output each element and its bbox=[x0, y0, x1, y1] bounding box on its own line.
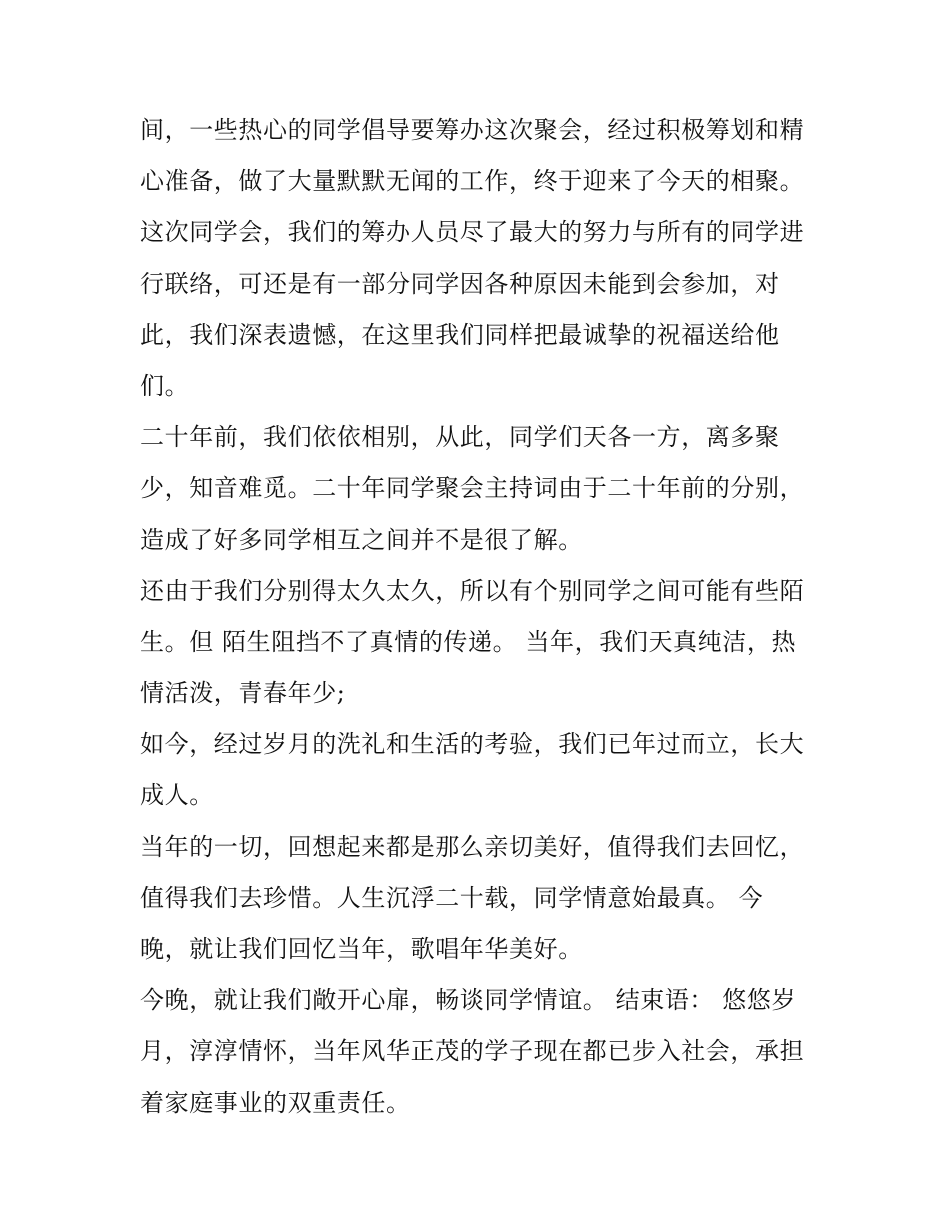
text-line: 二十年前，我们依依相别，从此，同学们天各一方，离多聚 bbox=[140, 423, 780, 452]
text-line: 此，我们深表遗憾，在这里我们同样把最诚挚的祝福送给他 bbox=[140, 320, 780, 349]
text-line: 值得我们去珍惜。人生沉浮二十载，同学情意始最真。 今 bbox=[140, 883, 764, 912]
document-body bbox=[140, 105, 830, 1129]
text-line: 这次同学会，我们的筹办人员尽了最大的努力与所有的同学进 bbox=[140, 218, 805, 247]
text-line: 情活泼，青春年少; bbox=[140, 679, 346, 708]
text-line: 晚，就让我们回忆当年，歌唱年华美好。 bbox=[140, 935, 583, 963]
text-line: 还由于我们分别得太久太久，所以有个别同学之间可能有些陌 bbox=[140, 576, 805, 605]
text-line: 行联络，可还是有一部分同学因各种原因未能到会参加，对 bbox=[140, 269, 780, 298]
text-line: 少，知音难觅。二十年同学聚会主持词由于二十年前的分别， bbox=[140, 474, 805, 503]
text-line: 当年的一切，回想起来都是那么亲切美好，值得我们去回忆， bbox=[140, 832, 805, 861]
text-line: 们。 bbox=[140, 371, 190, 400]
text-line: 如今，经过岁月的洗礼和生活的考验，我们已年过而立，长大 bbox=[140, 730, 805, 759]
text-line: 着家庭事业的双重责任。 bbox=[140, 1088, 411, 1117]
text-line: 心准备，做了大量默默无闻的工作，终于迎来了今天的相聚。 bbox=[140, 167, 805, 196]
text-line: 间，一些热心的同学倡导要筹办这次聚会，经过积极筹划和精 bbox=[140, 116, 805, 144]
text-line: 月，淳淳情怀，当年风华正茂的学子现在都已步入社会，承担 bbox=[140, 1037, 805, 1066]
text-line: 生。但 陌生阻挡不了真情的传递。 当年，我们天真纯洁，热 bbox=[140, 627, 797, 656]
text-line: 今晚，就让我们敞开心扉，畅谈同学情谊。 结束语： 悠悠岁 bbox=[140, 986, 797, 1015]
text-line: 造成了好多同学相互之间并不是很了解。 bbox=[140, 525, 583, 554]
text-line: 成人。 bbox=[140, 781, 214, 810]
